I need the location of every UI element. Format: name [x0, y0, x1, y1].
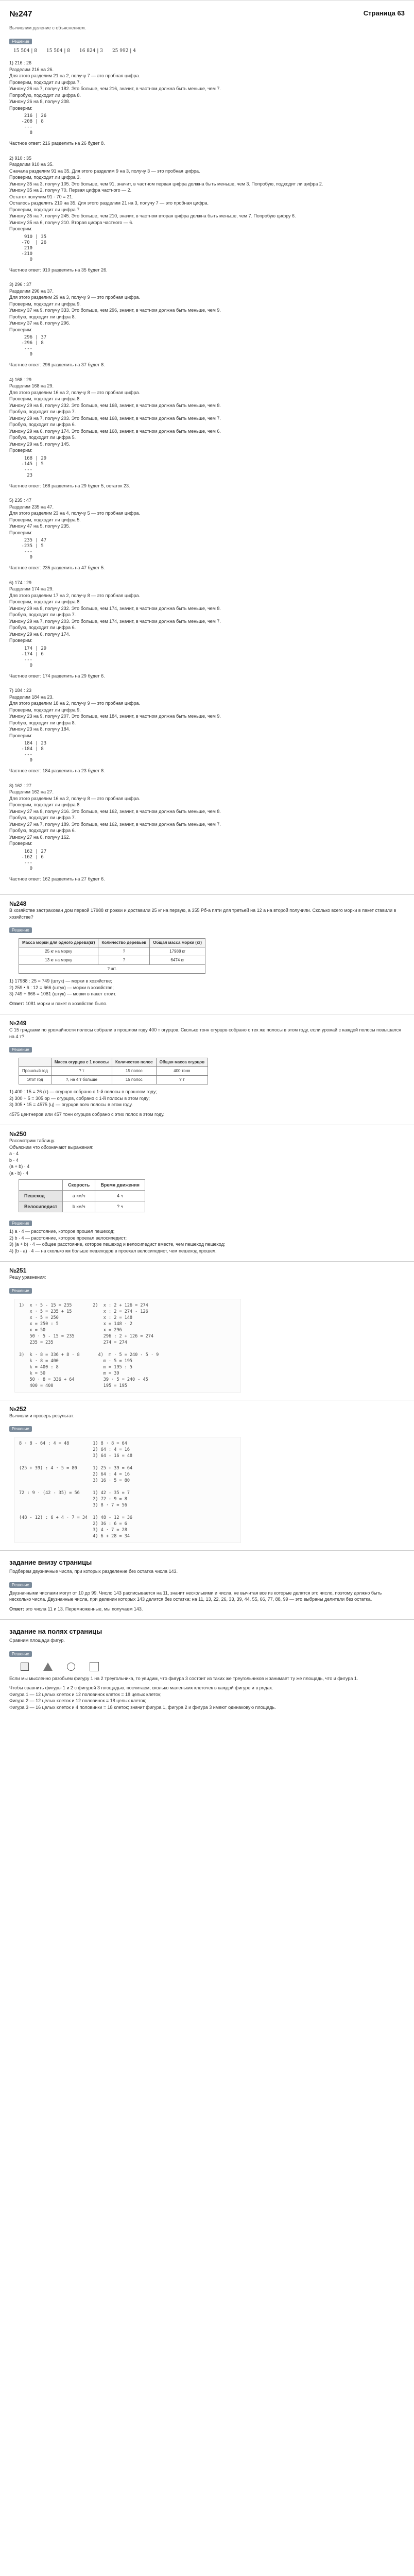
solution-line: Проверим: [9, 638, 32, 643]
text-line: 3) 749 + 666 = 1081 (штук) — морки в пакет стоит. [9, 991, 116, 996]
solution-line: Проверим: [9, 327, 32, 332]
margin-task-lines [9, 1685, 405, 1710]
solution-line: Проверим, подходит ли цифра 8. [9, 802, 81, 807]
equation-line: k = 400 : 8 m = 195 : 5 [19, 1364, 133, 1370]
spacer [9, 147, 405, 152]
spacer [9, 368, 405, 374]
task-248-condition: В хозяйстве застрахован дом первой 17988 кг рожки и доставили 25 кг на первую, а 355 Рб-а пяти для третьей на 12 а на второй получили. Сколько всего морки в пакет ставили в хозяйстве? [9, 908, 396, 920]
text-line: 1) а · 4 — расстояние, которое прошел пешеход; [9, 1229, 115, 1234]
table-cell: 4 ч [95, 1191, 145, 1201]
solution-part [9, 580, 405, 685]
table-row [19, 1201, 145, 1212]
task-251-number: №251 [9, 1267, 27, 1274]
equation-line: 50 · 5 - 15 = 235 296 : 2 + 126 = 274 [19, 1333, 153, 1339]
task-251-condition: Решу уравнения: [9, 1275, 46, 1280]
table-row [19, 1067, 208, 1076]
text-line: 4) (b - a) · 4 — на сколько км больше пешеходов в проехал велосипедист, чем пешеход прошел. [9, 1248, 217, 1253]
equation-line: 2) 64 : 4 = 16 [19, 1447, 130, 1452]
task-249-steps [9, 1089, 405, 1108]
table-cell: ? т [156, 1076, 208, 1084]
text-line: Фигура 3 — 16 целых клеток и 4 половинки = 18 клеток; значит фигура 1, фигура 2 и фигура 3 имеют одинаковую площадь. [9, 1704, 276, 1710]
margin-task-title: задание на полях страницы [9, 1628, 102, 1635]
solution-line: Для этого разделим 29 на 3, получу 9 — это пробная цифра. [9, 295, 141, 300]
table-cell: 400 тонн [156, 1067, 208, 1076]
equation-line [19, 1484, 236, 1490]
table-cell: ? т [51, 1067, 112, 1076]
task-249-table [19, 1058, 208, 1084]
spacer [9, 489, 405, 494]
equation-line: 1) x · 5 - 15 = 235 2) x : 2 + 126 = 274 [19, 1302, 148, 1308]
solution-line: Пробую, подходит ли цифра 7. [9, 612, 76, 617]
table-header-cell: Общая масса огурцов [156, 1058, 208, 1067]
column-division: 235 | 47 -235 | 5 --- 0 [21, 538, 47, 560]
circle-shape [67, 1663, 75, 1671]
text-line: b · 4 [9, 1157, 19, 1163]
margin-task-condition: Сравним площади фигур. [9, 1638, 65, 1643]
table-row [19, 947, 205, 956]
solution-line: Умножу 29 на 6, получу 174. Это больше, чем 168, значит, в частном должна быть меньше, чем 6. [9, 428, 221, 434]
solution-line: Для этого разделим 16 на 2, получу 8 — это пробная цифра. [9, 389, 141, 395]
table-cell: 17988 кг [150, 947, 205, 956]
solution-line: Разделим 296 на 37. [9, 288, 54, 294]
table-header-row [19, 939, 205, 947]
spacer [9, 774, 405, 779]
column-division: 162 | 27 -162 | 6 --- 0 [21, 849, 47, 871]
solution-line: Умножу 29 на 7, получу 203. Это больше, чем 168, значит, в частном должна быть меньше, чем 7. [9, 415, 221, 421]
equation-line: 3) 64 - 16 = 48 [19, 1453, 133, 1459]
triangle-shape [43, 1663, 53, 1671]
table-row [19, 956, 205, 965]
fraction-item: 15 504 | 8 [13, 48, 37, 54]
bottom-task-condition: Подберем двузначные числа, при которых разделение без остатка числа 143. [9, 1569, 178, 1574]
solution-part [9, 687, 405, 779]
equation-line: x · 5 = 250 x : 2 = 148 [19, 1315, 133, 1320]
table-cell: ? ч [95, 1201, 145, 1212]
solution-line: Проверим: [9, 733, 32, 738]
table-cell: 13 кг на морку [19, 956, 98, 965]
shapes-figure [21, 1662, 405, 1671]
page-header [9, 1, 405, 23]
solution-text [9, 687, 405, 739]
text-line: Чтобы сравнить фигуры 1 и 2 с фигурой 3 площадью, посчитаем, сколько маленьких клеточек в каждой фигуре и в рядах. [9, 1685, 273, 1690]
section-label: Решение [9, 1288, 32, 1294]
solution-part [9, 497, 405, 577]
text-line: (a + b) · 4 [9, 1164, 30, 1169]
solution-line: Проверим, подходит ли цифра 5. [9, 517, 81, 522]
table-cell: 15 полос [112, 1067, 157, 1076]
column-division: 216 | 26 -208 | 8 --- 8 [21, 113, 47, 135]
solution-line: Умножу 37 на 8, получу 296. [9, 320, 71, 326]
table-header-cell: Масса морки для одного дерева(кг) [19, 939, 98, 947]
equation-line: 3) 8 · 7 = 56 [19, 1503, 127, 1508]
solution-line: Проверим, подходит ли цифра 9. [9, 301, 81, 307]
solution-line: Умножу 35 на 7, получу 245. Это больше, чем 210, значит, в частном вторая цифра должна быть меньше, чем 7. Попробую цифру 6. [9, 213, 296, 218]
table-cell: Прошлый год [19, 1067, 51, 1076]
task-248-number: №248 [9, 900, 27, 907]
solution-line: Умножу 27 на 7, получу 189. Это больше, чем 162, значит, в частном должна быть меньше, чем 7. [9, 821, 221, 827]
solution-line: Пробую, подходит ли цифра 8. [9, 314, 76, 319]
task-250-table [19, 1179, 145, 1212]
task-250-intro [9, 1138, 405, 1176]
text-line: Фигура 1 — 12 целых клеток и 12 половинок клеток = 18 целых клеток; [9, 1691, 162, 1697]
solution-answer: Частное ответ: 162 разделить на 27 будет 6. [9, 876, 105, 882]
solution-line: Проверим: [9, 530, 32, 535]
section-label: Решение [9, 1047, 32, 1053]
solution-line: Проверим: [9, 105, 32, 111]
equation-line: x · 5 = 235 + 15 x : 2 = 274 - 126 [19, 1309, 148, 1314]
task-247-parts [9, 60, 405, 887]
table-cell: 15 полос [112, 1076, 157, 1084]
task-252-condition: Вычисли и проверь результат: [9, 1413, 75, 1418]
task-250-number: №250 [9, 1130, 27, 1138]
section-label: Решение [9, 927, 32, 933]
equation-line: 50 · 8 = 336 + 64 39 · 5 = 240 - 45 [19, 1377, 148, 1382]
solution-line: Проверим, подходит ли цифра 9. [9, 707, 81, 713]
equation-line: (48 - 12) : 6 + 4 · 7 = 34 1) 48 - 12 = 36 [19, 1515, 133, 1520]
table-cell: ? шт. [19, 965, 205, 974]
equation-line: 235 = 235 274 = 274 [19, 1340, 127, 1345]
solution-line: Умножу 26 на 8, получу 208. [9, 99, 71, 104]
bottom-task-answer [9, 1606, 405, 1613]
table-header-cell: Время движения [95, 1180, 145, 1191]
equation-line: k = 50 m = 39 [19, 1370, 119, 1376]
solution-line: Для этого разделим 16 на 2, получу 8 — это пробная цифра. [9, 795, 141, 801]
task-252-number: №252 [9, 1405, 27, 1413]
table-header-row [19, 1180, 145, 1191]
spacer [9, 679, 405, 684]
margin-task-text: Если мы мысленно разобьем фигуру 1 на 2 треугольника, то увидим, что фигура 3 состоит из таких же треугольников и занимает ту же площадь, что и фигура 1. [9, 1675, 358, 1681]
table-header-cell: Количество полос [112, 1058, 157, 1067]
task-248-answer [9, 1001, 405, 1007]
task-divider [0, 1261, 414, 1262]
solution-line: Проверим: [9, 448, 32, 453]
solution-line: 2) 910 : 35 [9, 155, 32, 161]
solution-line: Пробую, подходит ли цифра 5. [9, 435, 76, 440]
equation-line: 3) 4 · 7 = 28 [19, 1528, 127, 1533]
text-line: Объясним что обозначают выражения: [9, 1144, 94, 1150]
task-248-steps [9, 978, 405, 997]
page-number: Страница 63 [363, 9, 405, 17]
solution-line: Пробую, подходит ли цифра 8. [9, 720, 76, 725]
table-row [19, 1191, 145, 1201]
task-247-subtitle: Вычислим деление с объяснением. [9, 25, 86, 30]
equation-line: 2) 64 : 4 = 16 [19, 1472, 130, 1477]
solution-part [9, 783, 405, 888]
solution-line: Умножу 29 на 8, получу 232. Это больше, чем 174, значит, в частном должна быть меньше, чем 8. [9, 605, 221, 611]
solution-line: Разделим 235 на 47. [9, 504, 54, 510]
solution-answer: Частное ответ: 184 разделить на 23 будет 8. [9, 768, 105, 773]
table-header-cell: Количество деревьев [98, 939, 150, 947]
solution-line: Проверим: [9, 841, 32, 846]
solution-line: Умножу 27 на 8, получу 216. Это больше, чем 162, значит, в частном должна быть меньше, чем 8. [9, 808, 221, 814]
solution-line: 1) 216 : 26 [9, 60, 32, 65]
solution-line: Умножу 35 на 6, получу 210. Вторая цифра частного — 6. [9, 219, 133, 225]
text-line: 3) (a + b) · 4 — общее расстояние, которое пешеход и велосипедист вместе, чем пешеход пешеход; [9, 1242, 226, 1247]
task-250-steps [9, 1228, 405, 1254]
solution-line: Разделим 216 на 26. [9, 66, 54, 72]
column-division: 296 | 37 -296 | 8 --- 0 [21, 335, 47, 357]
solution-line: 8) 162 : 27 [9, 783, 32, 788]
equation-line: 8 · 8 - 64 : 4 = 48 1) 8 · 8 = 64 [19, 1441, 127, 1446]
solution-text [9, 155, 405, 232]
solution-line: Умножу 35 на 2, получу 70. Первая цифра частного — 2. [9, 188, 132, 193]
task-divider [0, 1619, 414, 1620]
text-line: (a - b) · 4 [9, 1170, 29, 1176]
solution-line: Проверим, подходит ли цифра 8. [9, 599, 81, 604]
table-cell: Пешеход [19, 1191, 63, 1201]
solution-line: 5) 235 : 47 [9, 498, 32, 503]
solution-line: Пробую, подходит ли цифра 7. [9, 815, 76, 820]
solution-line: Остаток получим 91 - 70 = 21. [9, 194, 74, 199]
solution-line: Осталось разделить 210 на 35. Для этого разделим 21 на 3, получу 7 — это пробная цифра. [9, 200, 209, 206]
text-line: Рассмотрим таблицу. [9, 1138, 55, 1143]
equation-line: 2) 36 : 6 = 6 [19, 1521, 127, 1527]
solution-line: Разделим 168 на 29. [9, 383, 54, 388]
task-251-equations [14, 1299, 241, 1393]
task-252-calculations [14, 1437, 241, 1543]
solution-line: Разделим 162 на 27. [9, 789, 54, 794]
solution-line: Умножу 29 на 6, получу 174. [9, 631, 71, 637]
solution-line: Умножу 27 на 6, получу 162. [9, 834, 71, 840]
table-row [19, 965, 205, 974]
column-division: 184 | 23 -184 | 8 --- 0 [21, 741, 47, 763]
table-cell: Этот год [19, 1076, 51, 1084]
text-line: 1) 400 : 15 = 26 (т) — огурцов собрано с 1-й полосы в прошлом году; [9, 1089, 157, 1094]
equation-line: k · 8 = 400 m · 5 = 195 [19, 1358, 133, 1364]
solution-text [9, 497, 405, 536]
section-label: Решение [9, 1582, 32, 1588]
solution-answer: Частное ответ: 168 разделить на 29 будет 5, остаток 23. [9, 483, 130, 488]
table-cell: 6474 кг [150, 956, 205, 965]
spacer [9, 273, 405, 278]
solution-line: Умножу 26 на 7, получу 182. Это больше, чем 216, значит, в частном должна быть меньше, чем 7. [9, 86, 221, 91]
equation-line [19, 1509, 236, 1515]
solution-line: Пробую, подходит ли цифра 6. [9, 828, 76, 833]
table-cell: ? [98, 947, 150, 956]
solution-line: Проверим, подходит ли цифра 3. [9, 175, 81, 180]
bottom-task-text: Двузначными числами могут от 10 до 99. Число 143 расписывается на 11, значит несколькими и числа, не вычитая все из которые делятся это число, поэтому должно быть несколько числа. Двузначные числа, при делении которых 143 делится без остатка: на 11, 13, 22, 26, 33, 39, 44, 55, 66, 77, 88, 99 — это выбраны делители без остатка. [9, 1590, 382, 1602]
task-249-number: №249 [9, 1020, 27, 1027]
equation-line: 72 : 9 · (42 - 35) = 56 1) 42 - 35 = 7 [19, 1490, 130, 1496]
equation-line: 2) 72 : 9 = 8 [19, 1497, 127, 1502]
equation-line: 400 = 400 195 = 195 [19, 1383, 127, 1388]
answer-text: 1081 морки и пакет в хозяйстве было. [25, 1001, 108, 1006]
column-division: 174 | 29 -174 | 6 --- 0 [21, 646, 47, 668]
text-line: 2) 300 + 5 = 305 ор — огурцов, собрано с 1-й полосы в этом году; [9, 1095, 150, 1101]
solution-part [9, 60, 405, 152]
answer-text: это числа 11 и 13. Перемноженные, мы получаем 143. [25, 1606, 143, 1612]
table-cell: b км/ч [63, 1201, 95, 1212]
solution-line: Для этого разделим 17 на 2, получу 8 — это пробная цифра. [9, 592, 141, 598]
task-number: №247 [9, 10, 32, 19]
text-line: 2) 259 • 6 : 12 = 666 (штук) — морки в хозяйстве; [9, 985, 114, 990]
table-cell: 25 кг на морку [19, 947, 98, 956]
table-cell: Велосипедист [19, 1201, 63, 1212]
solution-line: Попробую, подходит ли цифра 8. [9, 92, 81, 98]
table-header-cell [19, 1180, 63, 1191]
solution-text [9, 580, 405, 644]
solution-line: 7) 184 : 23 [9, 688, 32, 693]
solution-answer: Частное ответ: 910 разделить на 35 будет 26. [9, 267, 108, 273]
task-divider [0, 894, 414, 895]
text-line: 2) b · 4 — расстояние, которое проехал велосипедист; [9, 1235, 127, 1241]
equation-line: (25 + 39) : 4 · 5 = 80 1) 25 + 39 = 64 [19, 1466, 133, 1471]
solution-line: Умножу 29 на 5, получу 145. [9, 441, 71, 447]
solution-line: 4) 168 : 29 [9, 377, 32, 382]
solution-part [9, 377, 405, 495]
table-cell: а км/ч [63, 1191, 95, 1201]
fraction-item: 25 992 | 4 [112, 48, 136, 54]
equation-line: 3) 16 · 5 = 80 [19, 1478, 130, 1483]
solution-text [9, 60, 405, 111]
solution-line: Пробую, подходит ли цифра 6. [9, 422, 76, 427]
column-division: 168 | 29 -145 | 5 --- 23 [21, 455, 47, 478]
equation-line: 4) 6 + 28 = 34 [19, 1534, 130, 1539]
answer-label: Ответ: [9, 1001, 25, 1006]
solution-line: Для этого разделим 23 на 4, получу 5 — это пробная цифра. [9, 511, 141, 516]
solution-text [9, 377, 405, 454]
solution-line: Сначала разделим 91 на 35. Для этого разделим 9 на 3, получу 3 — это пробная цифра. [9, 168, 200, 174]
fraction-item: 16 824 | 3 [79, 48, 103, 54]
equation-line [19, 1459, 236, 1465]
equation-line: x = 250 : 5 x = 148 · 2 [19, 1321, 133, 1327]
equation-line [19, 1346, 236, 1352]
solution-line: Умножу 35 на 3, получу 105. Это больше, чем 91, значит, в частном первая цифра должна быть меньше, чем 3. Попробую, подходит ли цифра 2. [9, 181, 323, 187]
grid-shape [90, 1662, 99, 1671]
solution-answer: Частное ответ: 174 разделить на 29 будет 6. [9, 673, 105, 679]
solution-text [9, 783, 405, 847]
table-header-row [19, 1058, 208, 1067]
solution-line: Пробую, подходит ли цифра 6. [9, 625, 76, 630]
table-header-cell: Масса огурцов с 1 полосы [51, 1058, 112, 1067]
solution-line: Пробую, подходит ли цифра 7. [9, 409, 76, 414]
solution-line: Проверим, подходит ли цифра 7. [9, 79, 81, 85]
table-header-cell: Скорость [63, 1180, 95, 1191]
fraction-item: 15 504 | 8 [46, 48, 70, 54]
solution-line: Для этого разделим 18 на 2, получу 9 — это пробная цифра. [9, 701, 141, 706]
solution-line: Умножу 23 на 9, получу 207. Это больше, чем 184, значит, в частном должна быть меньше, чем 9. [9, 714, 221, 719]
solution-part [9, 155, 405, 279]
solution-line: Разделим 184 на 23. [9, 694, 54, 700]
solution-line: Проверим, подходит ли цифра 7. [9, 207, 81, 212]
table-cell: ?, на 4 т больше [51, 1076, 112, 1084]
spacer [9, 571, 405, 577]
solution-line: Проверим: [9, 226, 32, 231]
solution-line: Разделим 174 на 29. [9, 586, 54, 591]
table-header-cell [19, 1058, 51, 1067]
task-249-answer: 4575 центнеров или 457 тонн огурцов собрано с этих полос в этом году. [9, 1111, 165, 1117]
text-line: а · 4 [9, 1151, 19, 1156]
solution-line: 3) 296 : 37 [9, 282, 32, 287]
equation-line: x = 50 x = 296 [19, 1327, 122, 1333]
answer-label: Ответ: [9, 1606, 25, 1612]
solution-line: Умножу 37 на 9, получу 333. Это больше, чем 296, значит, в частном должна быть меньше, чем 9. [9, 308, 221, 313]
square-shape [21, 1663, 29, 1671]
bottom-task-title: задание внизу страницы [9, 1558, 92, 1566]
solution-line: Умножу 29 на 8, получу 232. Это больше, чем 168, значит, в частном должна быть меньше, чем 8. [9, 402, 221, 408]
solution-line: Умножу 29 на 7, получу 203. Это больше, чем 174, значит, в частном должна быть меньше, чем 7. [9, 618, 221, 624]
solution-line: 6) 174 : 29 [9, 580, 32, 585]
table-cell: ? [98, 956, 150, 965]
column-division: 910 | 35 -70 | 26 210 -210 0 [21, 234, 47, 262]
solution-part [9, 281, 405, 374]
text-line: Фигура 2 — 12 целых клеток и 12 половинок = 18 целых клеток; [9, 1698, 147, 1703]
solution-line: Умножу 47 на 5, получу 235. [9, 523, 71, 529]
solution-answer: Частное ответ: 235 разделить на 47 будет 5. [9, 565, 105, 570]
task-249-condition: С 15 грядками по урожайности полосы собрали в прошлом году 400 т огурцов. Сколько тонн огурцов собрано с тех же полосы в этом году, если урожай с каждой полосы повышался на 4 т? [9, 1027, 402, 1039]
text-line: 3) 305 • 15 = 4575 (ц) — огурцов всех полосы в этом году. [9, 1102, 133, 1107]
solution-answer: Частное ответ: 216 разделить на 26 будет 8. [9, 141, 105, 146]
solution-line: Разделим 910 на 35. [9, 162, 54, 167]
solution-answer: Частное ответ: 296 разделить на 37 будет 8. [9, 362, 105, 367]
task-248-table [19, 938, 205, 974]
table-row [19, 1076, 208, 1084]
section-label: Решение [9, 1221, 32, 1226]
section-label: Решение [9, 1651, 32, 1657]
solution-line: Умножу 23 на 8, получу 184. [9, 726, 71, 732]
solution-text [9, 281, 405, 333]
spacer [9, 882, 405, 887]
section-label: Решение [9, 39, 32, 44]
solution-line: Для этого разделим 21 на 2, получу 7 — это пробная цифра. [9, 73, 141, 78]
solution-line: Проверим, подходит ли цифра 8. [9, 396, 81, 401]
table-header-cell: Общая масса морки (кг) [150, 939, 205, 947]
fraction-row [9, 46, 405, 60]
text-line: 1) 17988 : 25 = 749 (штук) — морки в хозяйстве; [9, 978, 112, 984]
section-label: Решение [9, 1426, 32, 1432]
equation-line: 3) k · 8 = 336 + 8 · 8 4) m · 5 = 240 - 5 · 9 [19, 1352, 159, 1358]
task-divider [0, 1550, 414, 1551]
